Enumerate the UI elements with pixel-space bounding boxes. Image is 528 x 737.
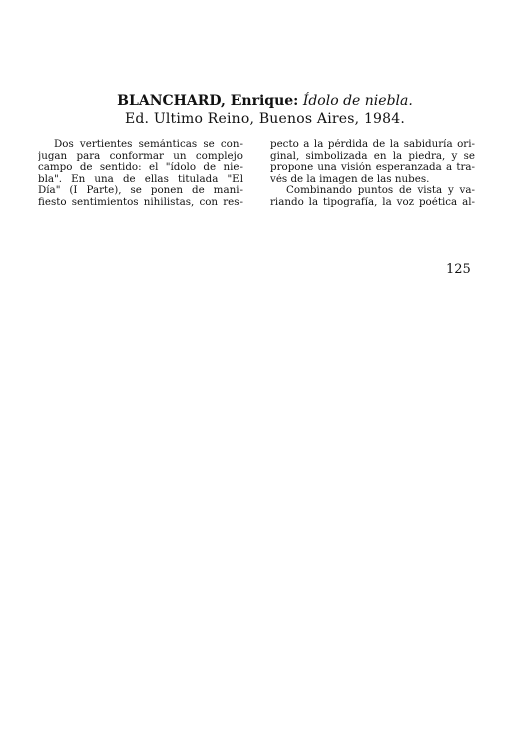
paragraph-line: ginal, simbolizada en la piedra, y se (270, 150, 475, 162)
paragraph-line: campo de sentido: el "ídolo de nie- (38, 162, 243, 173)
paragraph-line: propone una visión esperanzada a tra- (270, 162, 475, 173)
citation-author-title (100, 92, 430, 110)
page-number: 125 (446, 262, 471, 277)
text-column-left (38, 139, 243, 208)
paragraph-line: vés de la imagen de las nubes. (270, 173, 430, 185)
author-name: BLANCHARD, Enrique: (117, 93, 299, 109)
review-header (100, 92, 430, 128)
paragraph-line: bla". En una de ellas titulada "El (38, 173, 243, 185)
paragraph-line: jugan para conformar un complejo (38, 150, 243, 162)
book-title: Ídolo de niebla. (302, 93, 413, 109)
paragraph-line: Día" (I Parte), se ponen de mani- (38, 185, 243, 196)
publication-info: Ed. Ultimo Reino, Buenos Aires, 1984. (124, 111, 406, 127)
paragraph-line: riando la tipografía, la voz poética al- (270, 196, 475, 208)
paragraph-line: Combinando puntos de vista y va- (286, 185, 475, 196)
paragraph-line: Dos vertientes semánticas se con- (54, 139, 243, 150)
paragraph-line: fiesto sentimientos nihilistas, con res- (38, 196, 243, 208)
text-column-right (270, 139, 475, 208)
paragraph-line: pecto a la pérdida de la sabiduría ori- (270, 139, 475, 150)
